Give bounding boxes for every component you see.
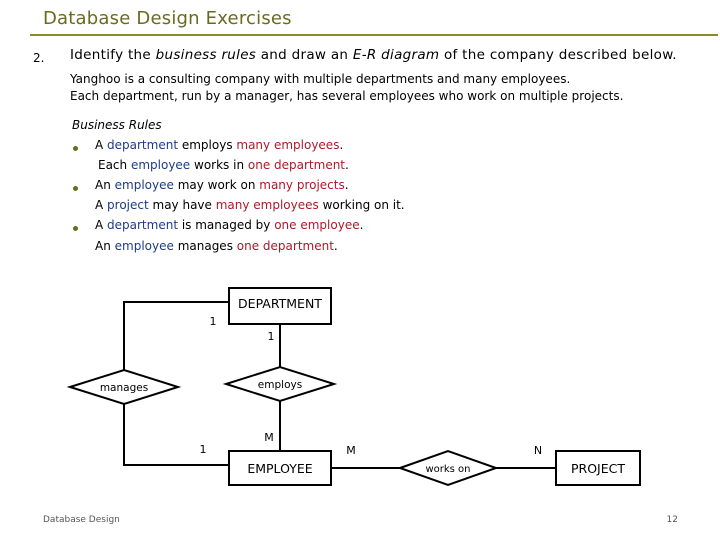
business-rule: An employee may work on many projects.	[95, 178, 349, 192]
page-number: 12	[666, 515, 678, 525]
question-part: and draw an	[256, 47, 353, 63]
footer-course-title: Database Design	[43, 515, 120, 525]
entity-project-label: PROJECT	[570, 461, 626, 476]
cardinality-manages-employee: 1	[199, 443, 207, 456]
business-rules-heading: Business Rules	[72, 118, 162, 132]
business-rule: An employee manages one department.	[95, 239, 338, 253]
description-line: Each department, run by a manager, has several employees who work on multiple projects.	[70, 89, 624, 103]
question-term-business-rules: business rules	[155, 47, 257, 63]
cardinality-works-on-employee: M	[346, 444, 356, 457]
question-term-er-diagram: E-R diagram	[352, 47, 440, 63]
relationship-manages-label: manages	[99, 382, 149, 394]
slide-title: Database Design Exercises	[43, 8, 292, 29]
connector-manages-department	[124, 302, 229, 370]
business-rule: A project may have many employees working on it.	[95, 198, 405, 212]
question-number: 2.	[33, 51, 45, 65]
connector-manages-employee	[124, 404, 229, 465]
business-rule: Each employee works in one department.	[98, 158, 349, 172]
business-rule: A department is managed by one employee.	[95, 218, 364, 232]
entity-employee-label: EMPLOYEE	[247, 461, 313, 476]
question-part: Identify the	[70, 47, 156, 63]
cardinality-employs-employee: M	[264, 431, 274, 444]
cardinality-manages-department: 1	[209, 315, 217, 328]
entity-department-label: DEPARTMENT	[238, 296, 322, 311]
cardinality-works-on-project: N	[533, 444, 543, 457]
question-part: of the company described below.	[439, 47, 677, 63]
business-rule: A department employs many employees.	[95, 138, 344, 152]
description-line: Yanghoo is a consulting company with multiple departments and many employees.	[70, 72, 571, 86]
relationship-employs-label: employs	[257, 379, 303, 391]
cardinality-employs-department: 1	[267, 330, 275, 343]
relationship-works-on-label: works on	[425, 464, 471, 475]
